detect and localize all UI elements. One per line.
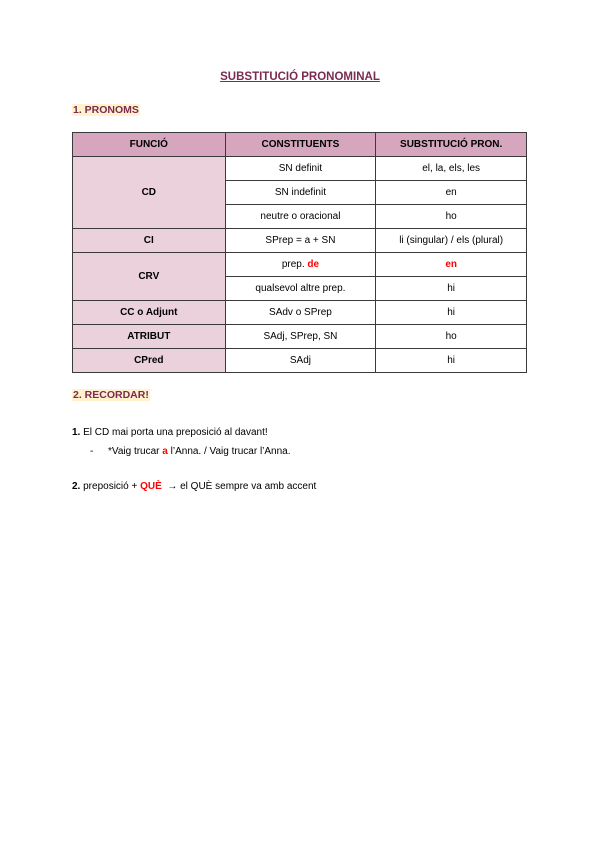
const-cell: SAdj [225, 349, 376, 373]
example-text-a: *Vaig trucar [108, 446, 163, 457]
highlight-en: en [445, 259, 457, 270]
section-heading-label: 1. PRONOMS [73, 104, 139, 116]
subst-cell: el, la, els, les [376, 157, 527, 181]
note-text-b: → el QUÈ sempre va amb accent [161, 481, 317, 492]
header-funcio: FUNCIÓ [73, 133, 226, 157]
const-cell: SPrep = a + SN [225, 229, 376, 253]
note-1-example [90, 446, 291, 457]
header-constituents: CONSTITUENTS [225, 133, 376, 157]
note-1 [72, 427, 268, 438]
func-cell-ci: CI [73, 229, 226, 253]
func-cell-cc: CC o Adjunt [73, 301, 226, 325]
table-row [73, 229, 527, 253]
subst-cell: ho [376, 325, 527, 349]
pronoun-table [72, 132, 527, 373]
func-cell-cpred: CPred [73, 349, 226, 373]
subst-cell: ho [376, 205, 527, 229]
section-heading-recordar [72, 389, 150, 401]
highlight-a: a [162, 446, 168, 457]
subst-cell [376, 253, 527, 277]
note-number: 2. [72, 481, 81, 492]
table-row [73, 349, 527, 373]
func-cell-cd: CD [73, 157, 226, 229]
table-header-row [73, 133, 527, 157]
const-cell: SAdj, SPrep, SN [225, 325, 376, 349]
table-row [73, 301, 527, 325]
func-cell-crv: CRV [73, 253, 226, 301]
func-cell-atribut: ATRIBUT [73, 325, 226, 349]
highlight-de: de [307, 259, 320, 270]
subst-cell: hi [376, 277, 527, 301]
note-number: 1. [72, 427, 81, 438]
highlight-que: QUÈ [140, 481, 162, 492]
const-cell: SN indefinit [225, 181, 376, 205]
subst-cell: en [376, 181, 527, 205]
bullet-dash: - [90, 446, 94, 457]
const-cell: SN definit [225, 157, 376, 181]
subst-cell: li (singular) / els (plural) [376, 229, 527, 253]
page-title: SUBSTITUCIÓ PRONOMINAL [220, 71, 380, 83]
subst-cell: hi [376, 301, 527, 325]
const-cell [225, 253, 376, 277]
example-text-b: l’Anna. / Vaig trucar l’Anna. [167, 446, 291, 457]
table-row [73, 253, 527, 277]
section-heading-pronoms [72, 104, 140, 116]
section-heading-label: 2. RECORDAR! [73, 389, 149, 401]
table-row [73, 157, 527, 181]
const-cell: qualsevol altre prep. [225, 277, 376, 301]
const-cell: SAdv o SPrep [225, 301, 376, 325]
note-2 [72, 481, 316, 492]
header-substitucio: SUBSTITUCIÓ PRON. [376, 133, 527, 157]
const-prefix: prep. [281, 259, 308, 270]
note-text: El CD mai porta una preposició al davant! [80, 427, 268, 438]
table-row [73, 325, 527, 349]
subst-cell: hi [376, 349, 527, 373]
const-cell: neutre o oracional [225, 205, 376, 229]
note-text-a: preposició + [80, 481, 141, 492]
